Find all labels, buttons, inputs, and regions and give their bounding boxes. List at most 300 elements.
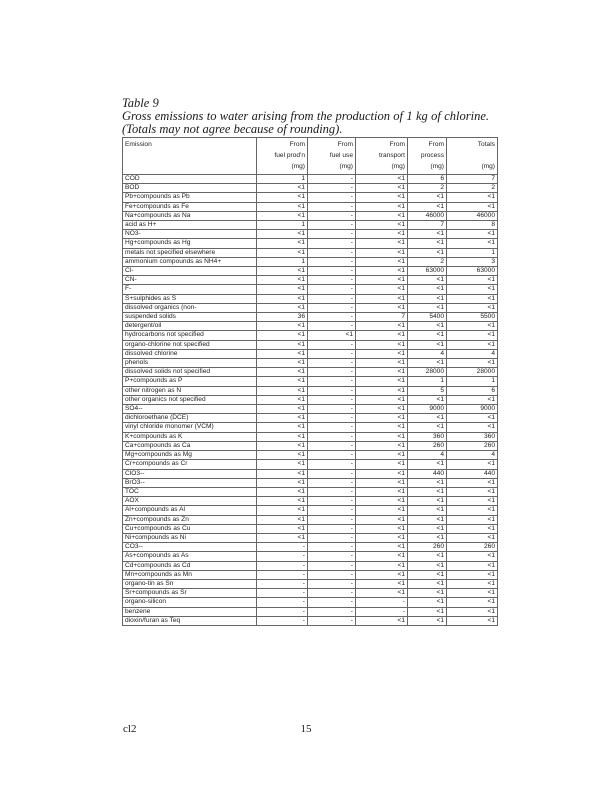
table-row: [123, 414, 498, 423]
value-cell: <1: [356, 331, 408, 340]
value-cell: <1: [447, 395, 498, 404]
emission-cell: organo-chlorine not specified: [123, 340, 257, 349]
value-cell: <1: [356, 221, 408, 230]
value-cell: <1: [447, 552, 498, 561]
value-cell: -: [308, 202, 356, 211]
value-cell: <1: [447, 506, 498, 515]
value-cell: <1: [447, 294, 498, 303]
value-cell: <1: [356, 616, 408, 625]
value-cell: <1: [356, 579, 408, 588]
table-caption-line1: Gross emissions to water arising from the production of 1 kg of chlorine.: [122, 109, 489, 123]
value-cell: -: [308, 294, 356, 303]
table-row: [123, 175, 498, 184]
table-row: [123, 257, 498, 266]
column-header-from-process: From process (mg): [408, 138, 447, 175]
emission-cell: Ni+compounds as Ni: [123, 533, 257, 542]
emission-cell: Hg+compounds as Hg: [123, 239, 257, 248]
value-cell: -: [308, 524, 356, 533]
value-cell: <1: [447, 423, 498, 432]
emission-cell: Sr+compounds as Sr: [123, 589, 257, 598]
value-cell: <1: [356, 561, 408, 570]
value-cell: 260: [447, 543, 498, 552]
value-cell: -: [308, 451, 356, 460]
value-cell: -: [257, 589, 308, 598]
table-row: [123, 331, 498, 340]
value-cell: <1: [408, 276, 447, 285]
table-row: [123, 248, 498, 257]
value-cell: 360: [447, 432, 498, 441]
value-cell: <1: [257, 395, 308, 404]
value-cell: <1: [447, 561, 498, 570]
value-cell: 260: [447, 441, 498, 450]
table-row: [123, 340, 498, 349]
value-cell: -: [308, 441, 356, 450]
value-cell: 63000: [408, 267, 447, 276]
value-cell: <1: [408, 423, 447, 432]
value-cell: <1: [257, 506, 308, 515]
value-cell: <1: [356, 303, 408, 312]
value-cell: -: [308, 386, 356, 395]
value-cell: -: [257, 543, 308, 552]
value-cell: <1: [447, 460, 498, 469]
value-cell: 2: [408, 184, 447, 193]
value-cell: <1: [257, 193, 308, 202]
emission-cell: Cu+compounds as Cu: [123, 524, 257, 533]
value-cell: <1: [447, 589, 498, 598]
value-cell: <1: [356, 497, 408, 506]
value-cell: <1: [447, 285, 498, 294]
value-cell: -: [308, 211, 356, 220]
value-cell: <1: [356, 386, 408, 395]
value-cell: <1: [447, 322, 498, 331]
value-cell: 8: [447, 221, 498, 230]
value-cell: -: [356, 607, 408, 616]
value-cell: -: [308, 616, 356, 625]
value-cell: 1: [447, 377, 498, 386]
value-cell: <1: [447, 230, 498, 239]
value-cell: -: [257, 570, 308, 579]
emissions-table-body: [123, 175, 498, 626]
value-cell: <1: [408, 294, 447, 303]
value-cell: <1: [356, 405, 408, 414]
value-cell: <1: [356, 322, 408, 331]
emission-cell: Na+compounds as Na: [123, 211, 257, 220]
value-cell: 4: [447, 349, 498, 358]
emission-cell: Zn+compounds as Zn: [123, 515, 257, 524]
value-cell: 7: [447, 175, 498, 184]
emission-cell: benzene: [123, 607, 257, 616]
value-cell: <1: [447, 607, 498, 616]
value-cell: <1: [408, 561, 447, 570]
value-cell: -: [308, 570, 356, 579]
emission-cell: CO3--: [123, 543, 257, 552]
value-cell: <1: [356, 230, 408, 239]
table-row: [123, 377, 498, 386]
emission-cell: organo-tin as Sn: [123, 579, 257, 588]
value-cell: <1: [257, 303, 308, 312]
table-row: [123, 616, 498, 625]
value-cell: <1: [408, 616, 447, 625]
value-cell: 46000: [447, 211, 498, 220]
value-cell: -: [308, 432, 356, 441]
table-row: [123, 211, 498, 220]
value-cell: <1: [408, 202, 447, 211]
value-cell: <1: [257, 184, 308, 193]
emission-cell: vinyl chloride monomer (VCM): [123, 423, 257, 432]
value-cell: -: [308, 414, 356, 423]
value-cell: 4: [447, 451, 498, 460]
emission-cell: P+compounds as P: [123, 377, 257, 386]
value-cell: -: [257, 579, 308, 588]
value-cell: <1: [408, 230, 447, 239]
value-cell: <1: [408, 193, 447, 202]
value-cell: <1: [356, 395, 408, 404]
value-cell: <1: [408, 487, 447, 496]
emission-cell: Cl-: [123, 267, 257, 276]
value-cell: -: [308, 405, 356, 414]
emission-cell: CN-: [123, 276, 257, 285]
table-row: [123, 598, 498, 607]
value-cell: <1: [408, 340, 447, 349]
value-cell: 28000: [408, 368, 447, 377]
value-cell: 440: [447, 469, 498, 478]
emission-cell: dissolved organics (non-: [123, 303, 257, 312]
emission-cell: metals not specified elsewhere: [123, 248, 257, 257]
value-cell: -: [308, 423, 356, 432]
table-row: [123, 441, 498, 450]
value-cell: <1: [257, 386, 308, 395]
value-cell: 1: [447, 248, 498, 257]
table-row: [123, 497, 498, 506]
value-cell: 2: [408, 257, 447, 266]
value-cell: <1: [356, 432, 408, 441]
value-cell: -: [308, 589, 356, 598]
value-cell: <1: [356, 359, 408, 368]
emission-cell: Fe+compounds as Fe: [123, 202, 257, 211]
value-cell: <1: [257, 414, 308, 423]
value-cell: <1: [356, 349, 408, 358]
emission-cell: suspended solids: [123, 313, 257, 322]
value-cell: <1: [408, 303, 447, 312]
column-header-from-transport: From transport (mg): [356, 138, 408, 175]
table-row: [123, 193, 498, 202]
value-cell: <1: [447, 202, 498, 211]
value-cell: <1: [356, 469, 408, 478]
value-cell: <1: [257, 322, 308, 331]
table-row: [123, 368, 498, 377]
table-row: [123, 303, 498, 312]
value-cell: <1: [257, 497, 308, 506]
value-cell: <1: [257, 359, 308, 368]
value-cell: <1: [447, 579, 498, 588]
value-cell: <1: [356, 175, 408, 184]
value-cell: <1: [447, 359, 498, 368]
table-row: [123, 469, 498, 478]
value-cell: <1: [356, 257, 408, 266]
table-row: [123, 432, 498, 441]
value-cell: 1: [408, 377, 447, 386]
value-cell: <1: [447, 239, 498, 248]
emission-cell: As+compounds as As: [123, 552, 257, 561]
table-row: [123, 561, 498, 570]
value-cell: <1: [408, 285, 447, 294]
footer-page-number: 15: [300, 723, 312, 735]
value-cell: <1: [257, 285, 308, 294]
value-cell: <1: [257, 460, 308, 469]
value-cell: 360: [408, 432, 447, 441]
value-cell: <1: [356, 414, 408, 423]
value-cell: 5500: [447, 313, 498, 322]
value-cell: <1: [356, 248, 408, 257]
value-cell: <1: [408, 414, 447, 423]
value-cell: <1: [257, 294, 308, 303]
value-cell: 260: [408, 441, 447, 450]
value-cell: <1: [408, 460, 447, 469]
table-row: [123, 506, 498, 515]
value-cell: <1: [408, 478, 447, 487]
column-header-emission: Emission: [123, 138, 257, 175]
value-cell: <1: [447, 598, 498, 607]
emission-cell: Mg+compounds as Mg: [123, 451, 257, 460]
value-cell: -: [308, 487, 356, 496]
table-row: [123, 230, 498, 239]
value-cell: 1: [257, 175, 308, 184]
value-cell: <1: [356, 184, 408, 193]
value-cell: -: [308, 193, 356, 202]
value-cell: -: [257, 561, 308, 570]
emission-cell: Cd+compounds as Cd: [123, 561, 257, 570]
value-cell: -: [308, 239, 356, 248]
value-cell: <1: [408, 359, 447, 368]
value-cell: <1: [408, 579, 447, 588]
value-cell: <1: [408, 570, 447, 579]
value-cell: <1: [447, 524, 498, 533]
value-cell: -: [308, 395, 356, 404]
value-cell: -: [308, 579, 356, 588]
value-cell: 9000: [408, 405, 447, 414]
emission-cell: acid as H+: [123, 221, 257, 230]
value-cell: <1: [356, 202, 408, 211]
value-cell: <1: [356, 211, 408, 220]
value-cell: <1: [356, 368, 408, 377]
value-cell: -: [257, 552, 308, 561]
value-cell: <1: [356, 377, 408, 386]
value-cell: <1: [408, 395, 447, 404]
value-cell: <1: [447, 570, 498, 579]
value-cell: -: [308, 303, 356, 312]
value-cell: <1: [408, 497, 447, 506]
value-cell: <1: [447, 340, 498, 349]
value-cell: <1: [257, 432, 308, 441]
value-cell: <1: [356, 570, 408, 579]
value-cell: <1: [308, 331, 356, 340]
value-cell: <1: [447, 276, 498, 285]
table-row: [123, 607, 498, 616]
value-cell: <1: [356, 478, 408, 487]
table-row: [123, 460, 498, 469]
table-caption-line2: (Totals may not agree because of rounding).: [122, 122, 343, 136]
value-cell: <1: [408, 506, 447, 515]
value-cell: <1: [356, 294, 408, 303]
value-cell: -: [308, 257, 356, 266]
emission-cell: Al+compounds as Al: [123, 506, 257, 515]
value-cell: <1: [257, 423, 308, 432]
emission-cell: dissolved solids not specified: [123, 368, 257, 377]
value-cell: -: [257, 598, 308, 607]
value-cell: <1: [408, 589, 447, 598]
emission-cell: COD: [123, 175, 257, 184]
value-cell: -: [308, 533, 356, 542]
value-cell: <1: [356, 533, 408, 542]
value-cell: <1: [257, 276, 308, 285]
value-cell: -: [308, 469, 356, 478]
value-cell: 1: [257, 221, 308, 230]
emission-cell: NO3-: [123, 230, 257, 239]
value-cell: <1: [257, 441, 308, 450]
value-cell: -: [308, 506, 356, 515]
table-row: [123, 267, 498, 276]
table-row: [123, 543, 498, 552]
emissions-table: [122, 137, 498, 626]
value-cell: 6: [447, 386, 498, 395]
value-cell: 28000: [447, 368, 498, 377]
value-cell: <1: [356, 441, 408, 450]
value-cell: <1: [356, 460, 408, 469]
table-row: [123, 276, 498, 285]
value-cell: <1: [408, 331, 447, 340]
table-row: [123, 579, 498, 588]
value-cell: <1: [447, 331, 498, 340]
value-cell: <1: [356, 589, 408, 598]
value-cell: 2: [447, 184, 498, 193]
table-row: [123, 221, 498, 230]
value-cell: 4: [408, 349, 447, 358]
value-cell: <1: [257, 377, 308, 386]
emission-cell: other nitrogen as N: [123, 386, 257, 395]
value-cell: -: [308, 313, 356, 322]
value-cell: -: [308, 515, 356, 524]
value-cell: <1: [447, 487, 498, 496]
value-cell: 7: [356, 313, 408, 322]
table-row: [123, 515, 498, 524]
emission-cell: TOC: [123, 487, 257, 496]
table-row: [123, 313, 498, 322]
table-row: [123, 294, 498, 303]
value-cell: -: [308, 248, 356, 257]
value-cell: <1: [408, 607, 447, 616]
value-cell: 6: [408, 175, 447, 184]
footer-doc-label: cl2: [123, 723, 137, 735]
value-cell: <1: [356, 267, 408, 276]
value-cell: <1: [408, 598, 447, 607]
value-cell: <1: [447, 303, 498, 312]
table-row: [123, 386, 498, 395]
value-cell: <1: [408, 524, 447, 533]
value-cell: <1: [257, 524, 308, 533]
value-cell: 440: [408, 469, 447, 478]
value-cell: 46000: [408, 211, 447, 220]
value-cell: <1: [447, 414, 498, 423]
column-header-from-fuel-use: From fuel use (mg): [308, 138, 356, 175]
value-cell: 7: [408, 221, 447, 230]
emission-cell: BrO3--: [123, 478, 257, 487]
value-cell: <1: [356, 552, 408, 561]
value-cell: -: [257, 616, 308, 625]
value-cell: <1: [447, 193, 498, 202]
value-cell: <1: [356, 340, 408, 349]
emission-cell: AOX: [123, 497, 257, 506]
value-cell: <1: [356, 515, 408, 524]
value-cell: 5: [408, 386, 447, 395]
table-row: [123, 478, 498, 487]
value-cell: -: [308, 276, 356, 285]
table-row: [123, 423, 498, 432]
emission-cell: phenols: [123, 359, 257, 368]
table-row: [123, 589, 498, 598]
value-cell: -: [308, 184, 356, 193]
content-block: [122, 96, 495, 626]
emission-cell: Ca+compounds as Ca: [123, 441, 257, 450]
value-cell: <1: [356, 276, 408, 285]
table-row: [123, 202, 498, 211]
table-row: [123, 239, 498, 248]
value-cell: <1: [408, 322, 447, 331]
value-cell: <1: [408, 533, 447, 542]
emission-cell: ClO3--: [123, 469, 257, 478]
value-cell: <1: [257, 469, 308, 478]
emission-cell: dissolved chlorine: [123, 349, 257, 358]
table-row: [123, 552, 498, 561]
value-cell: -: [308, 460, 356, 469]
value-cell: -: [308, 368, 356, 377]
value-cell: <1: [408, 515, 447, 524]
value-cell: -: [308, 267, 356, 276]
column-header-totals: Totals (mg): [447, 138, 498, 175]
emission-cell: F-: [123, 285, 257, 294]
value-cell: -: [257, 607, 308, 616]
value-cell: -: [308, 230, 356, 239]
value-cell: 1: [257, 257, 308, 266]
value-cell: -: [308, 359, 356, 368]
value-cell: 260: [408, 543, 447, 552]
value-cell: <1: [447, 533, 498, 542]
value-cell: <1: [447, 515, 498, 524]
value-cell: -: [308, 598, 356, 607]
value-cell: -: [308, 543, 356, 552]
value-cell: -: [308, 497, 356, 506]
value-cell: -: [308, 175, 356, 184]
value-cell: <1: [257, 239, 308, 248]
value-cell: 9000: [447, 405, 498, 414]
value-cell: -: [356, 598, 408, 607]
value-cell: -: [308, 322, 356, 331]
value-cell: 3: [447, 257, 498, 266]
value-cell: <1: [257, 230, 308, 239]
table-row: [123, 322, 498, 331]
emission-cell: dioxin/furan as Teq: [123, 616, 257, 625]
value-cell: <1: [356, 193, 408, 202]
value-cell: <1: [257, 478, 308, 487]
table-row: [123, 359, 498, 368]
value-cell: <1: [356, 239, 408, 248]
value-cell: <1: [257, 368, 308, 377]
value-cell: <1: [356, 487, 408, 496]
value-cell: 5400: [408, 313, 447, 322]
table-row: [123, 524, 498, 533]
emission-cell: organo-silicon: [123, 598, 257, 607]
value-cell: -: [308, 478, 356, 487]
value-cell: <1: [447, 478, 498, 487]
